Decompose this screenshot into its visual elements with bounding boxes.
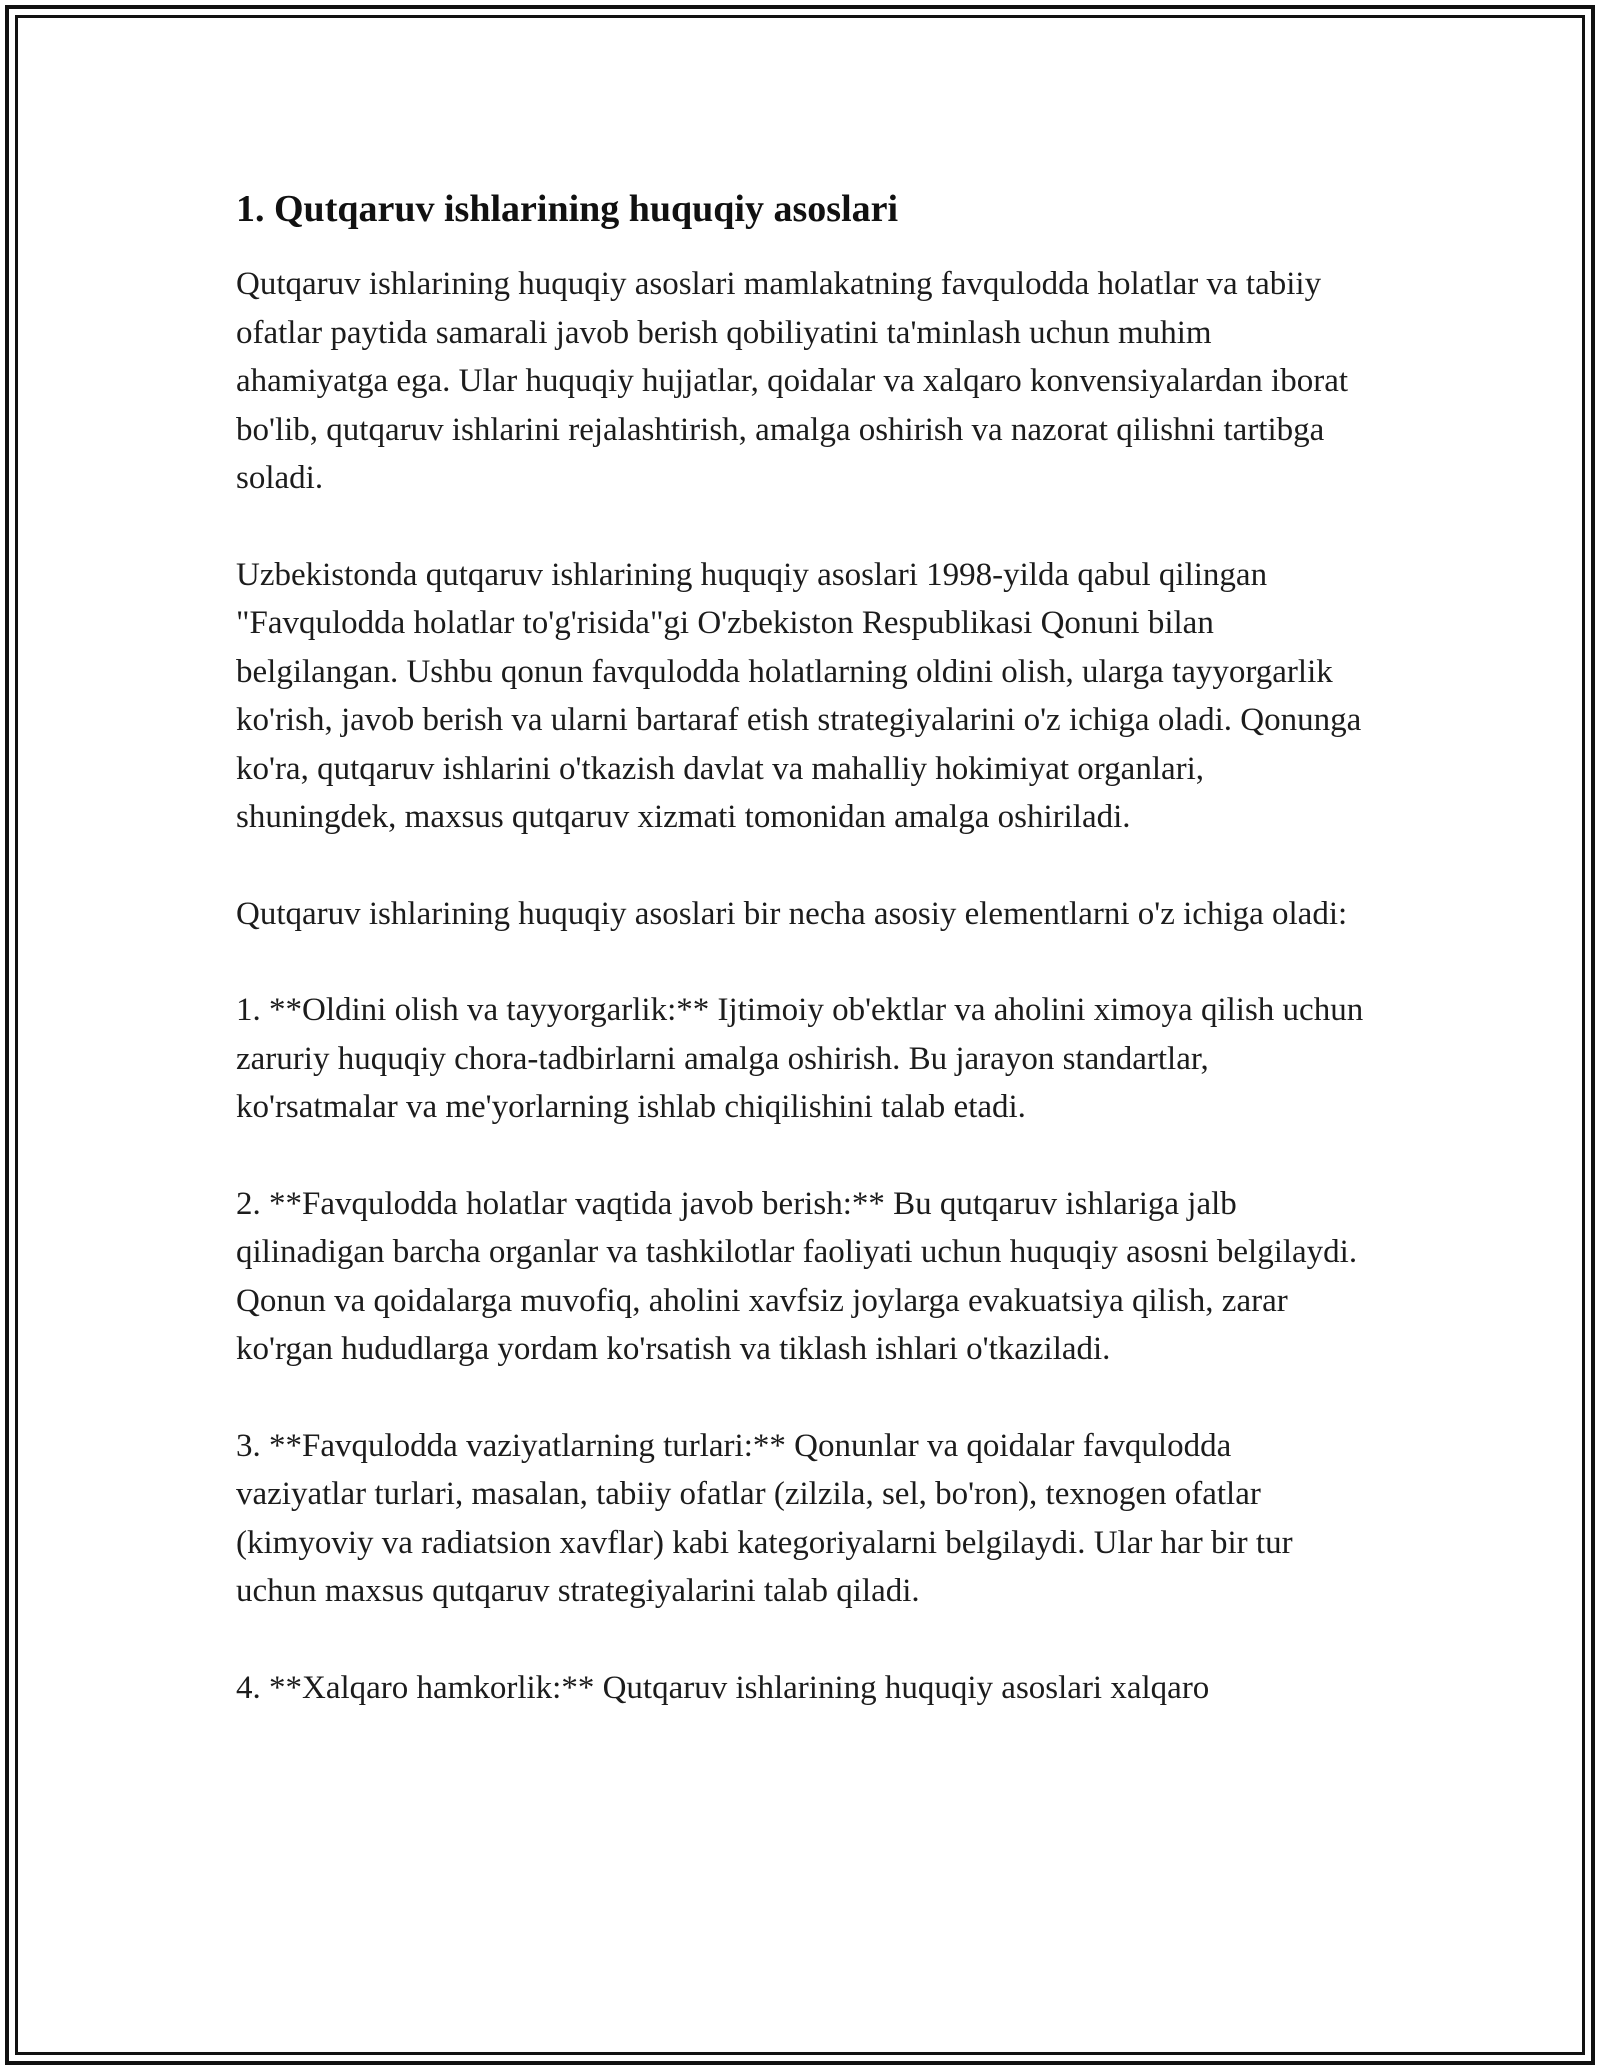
document-body [236,186,1366,1760]
list-item-prevention: 1. **Oldini olish va tayyorgarlik:** Ijtimoiy ob'ektlar va aholini ximoya qilish uchun zaruriy huquqiy chora-tadbirlarni amalga oshirish. Bu jarayon standartlar, ko'rsatmalar va me'yorlarning ishlab chiqilishini talab etadi. [236,992,1364,1125]
section-heading: 1. Qutqaruv ishlarining huquqiy asoslari [236,188,899,230]
list-item-emergency-types: 3. **Favqulodda vaziyatlarning turlari:** Qonunlar va qoidalar favqulodda vaziyatlar turlari, masalan, tabiiy ofatlar (zilzila, sel, bo'ron), texnogen ofatlar (kimyoviy va radiatsion xavflar) kabi kategoriyalarni belgilaydi. Ular har bir tur uchun maxsus qutqaruv strategiyalarini talab qiladi. [236,1427,1293,1609]
list-item-international-cooperation: 4. **Xalqaro hamkorlik:** Qutqaruv ishlarining huquqiy asoslari xalqaro [236,1669,1210,1706]
intro-paragraph: Qutqaruv ishlarining huquqiy asoslari mamlakatning favqulodda holatlar va tabiiy ofatlar paytida samarali javob berish qobiliyatini ta'minlash uchun muhim ahamiyatga ega. Ular huquqiy hujjatlar, qoidalar va xalqaro konvensiyalardan iborat bo'lib, qutqaruv ishlarini rejalashtirish, amalga oshirish va nazorat qilishni tartibga soladi. [236,266,1349,496]
list-item-emergency-response: 2. **Favqulodda holatlar vaqtida javob berish:** Bu qutqaruv ishlariga jalb qilinadigan barcha organlar va tashkilotlar faoliyati uchun huquqiy asosni belgilaydi. Qonun va qoidalarga muvofiq, aholini xavfsiz joylarga evakuatsiya qilish, zarar ko'rgan hududlarga yordam ko'rsatish va tiklash ishlari o'tkaziladi. [236,1185,1358,1367]
uzbekistan-law-paragraph: Uzbekistonda qutqaruv ishlarining huquqiy asoslari 1998-yilda qabul qilingan "Favqulodda holatlar to'g'risida"gi O'zbekiston Respublikasi Qonuni bilan belgilangan. Ushbu qonun favqulodda holatlarning oldini olish, ularga tayyorgarlik ko'rish, javob berish va ularni bartaraf etish strategiyalarini o'z ichiga oladi. Qonunga ko'ra, qutqaruv ishlarini o'tkazish davlat va mahalliy hokimiyat organlari, shuningdek, maxsus qutqaruv xizmati tomonidan amalga oshiriladi. [236,556,1362,835]
elements-intro-paragraph: Qutqaruv ishlarining huquqiy asoslari bir necha asosiy elementlarni o'z ichiga oladi: [236,895,1348,932]
